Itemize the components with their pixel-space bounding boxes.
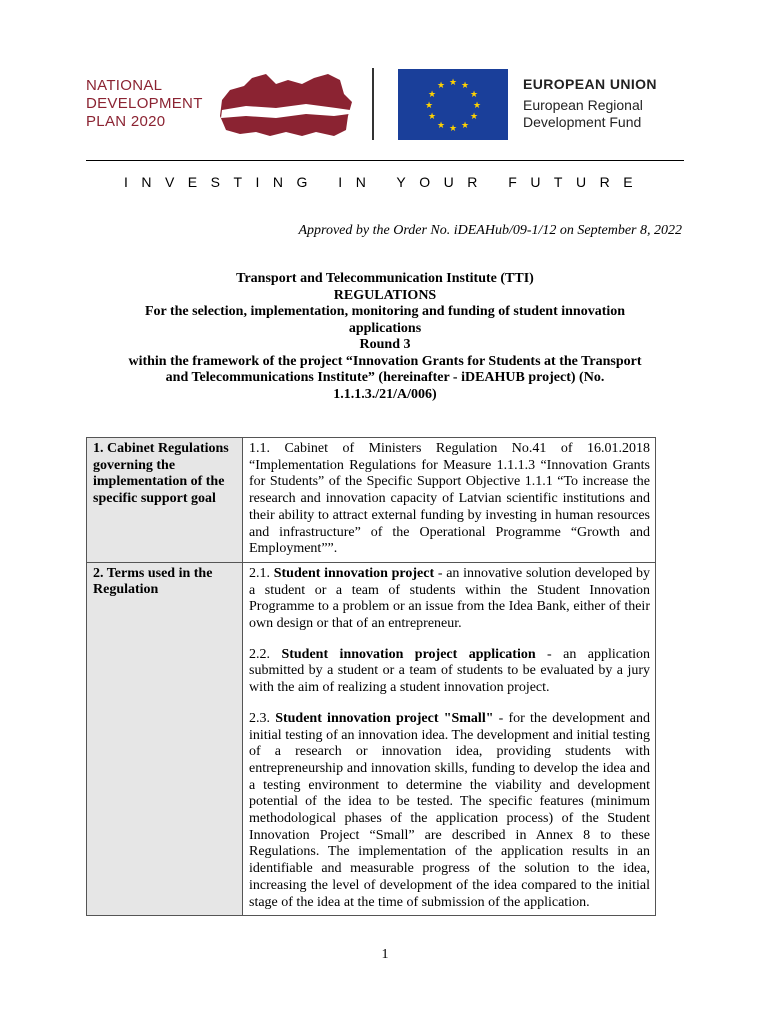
approval-note: Approved by the Order No. iDEAHub/09-1/12 on September 8, 2022 <box>298 223 682 238</box>
eu-logo-text <box>523 75 657 131</box>
row-heading: 2. Terms used in the Regulation <box>87 562 243 915</box>
clause-2-1 <box>249 566 650 633</box>
title-line: applications <box>348 320 422 336</box>
document-title <box>86 271 684 403</box>
svg-text:★: ★ <box>448 78 458 88</box>
title-line: Transport and Telecommunication Institute (TTI) <box>236 271 534 286</box>
svg-text:★: ★ <box>436 121 446 131</box>
term-definition: - an innovative solution developed by a student or a team of students within the Student Innovation Programme to a problem or an issue from the Idea Bank, either of their own design or that of an entrepreneur. <box>249 565 651 632</box>
clause-2-3 <box>249 711 650 911</box>
row-content <box>243 562 656 915</box>
row-content <box>243 438 656 563</box>
title-line: Round 3 <box>359 337 411 352</box>
term-definition: - for the development and initial testing of an innovation idea. The development and initial testing of a research or innovation idea, providing students with entrepreneurship and innovation skills, funding to develop the idea and a testing environment to determine the viability and development potential of the idea to be tested. The specific features (minimum methodological phases of the application process) of the Student Innovation Project “Small” are described in Annex 8 to these Regulations. The implementation of the application results in an identifiable and measurable progress of the solution to the idea, increasing the level of development of the idea compared to the initial stage of the idea at the time of submission of the application. <box>249 710 650 910</box>
eu-subtitle-line: European Regional <box>523 97 643 113</box>
svg-text:★: ★ <box>460 121 470 131</box>
ndp-logo <box>86 77 203 131</box>
eu-title: EUROPEAN UNION <box>523 76 657 92</box>
term-name: Student innovation project <box>273 565 435 581</box>
title-line: REGULATIONS <box>333 287 437 303</box>
title-line: For the selection, implementation, monitoring and funding of student innovation <box>144 304 626 319</box>
logo-separator <box>372 68 374 140</box>
svg-text:★: ★ <box>460 81 470 91</box>
term-definition: - an application submitted by a student or a team of students to be evaluated by a jury with the aim of realizing a student innovation project. <box>249 646 651 696</box>
title-line: and Telecommunications Institute” (hereinafter - iDEAHUB project) (No. <box>165 370 605 385</box>
term-name: Student innovation project "Small" <box>275 710 494 726</box>
table-row <box>87 562 656 915</box>
eu-flag-icon <box>398 69 508 140</box>
svg-text:★: ★ <box>424 101 434 111</box>
clause-number: 2.3. <box>249 710 276 726</box>
clause-number: 2.2. <box>249 646 282 662</box>
svg-text:★: ★ <box>427 90 437 100</box>
title-line: within the framework of the project “Innovation Grants for Students at the Transport <box>128 353 642 369</box>
svg-text:★: ★ <box>436 81 446 91</box>
table-row <box>87 438 656 563</box>
eu-subtitle-line: Development Fund <box>523 114 642 130</box>
clause-2-2 <box>249 647 650 697</box>
regulations-table <box>86 437 656 916</box>
svg-text:★: ★ <box>469 90 479 100</box>
page-number: 1 <box>381 947 389 962</box>
svg-text:★: ★ <box>448 124 458 134</box>
svg-text:★: ★ <box>469 112 479 122</box>
term-name: Student innovation project application <box>281 646 536 662</box>
svg-text:★: ★ <box>472 101 482 111</box>
ndp-logo-line: NATIONAL <box>86 77 163 94</box>
latvia-flag-map-icon <box>216 70 356 142</box>
svg-text:★: ★ <box>427 112 437 122</box>
header-divider <box>86 160 684 161</box>
clause-number: 2.1. <box>249 565 274 581</box>
clause-1-1: 1.1. Cabinet of Ministers Regulation No.41 of 16.01.2018 “Implementation Regulations for Measure 1.1.1.3 “Innovation Grants for Students” of the Specific Support Objective 1.1.1 “To increase the research and innovation capacity of Latvian scientific institutions and their ability to attract external funding by investing in human resources and infrastructure” of the Operational Programme “Growth and Employment””. <box>249 441 650 557</box>
row-heading: 1. Cabinet Regulations governing the implementation of the specific support goal <box>87 438 243 563</box>
tagline: INVESTING IN YOUR FUTURE <box>123 174 647 190</box>
ndp-logo-line: PLAN 2020 <box>86 113 166 130</box>
title-line: 1.1.1.3./21/A/006) <box>333 386 437 402</box>
ndp-logo-line: DEVELOPMENT <box>86 95 203 112</box>
